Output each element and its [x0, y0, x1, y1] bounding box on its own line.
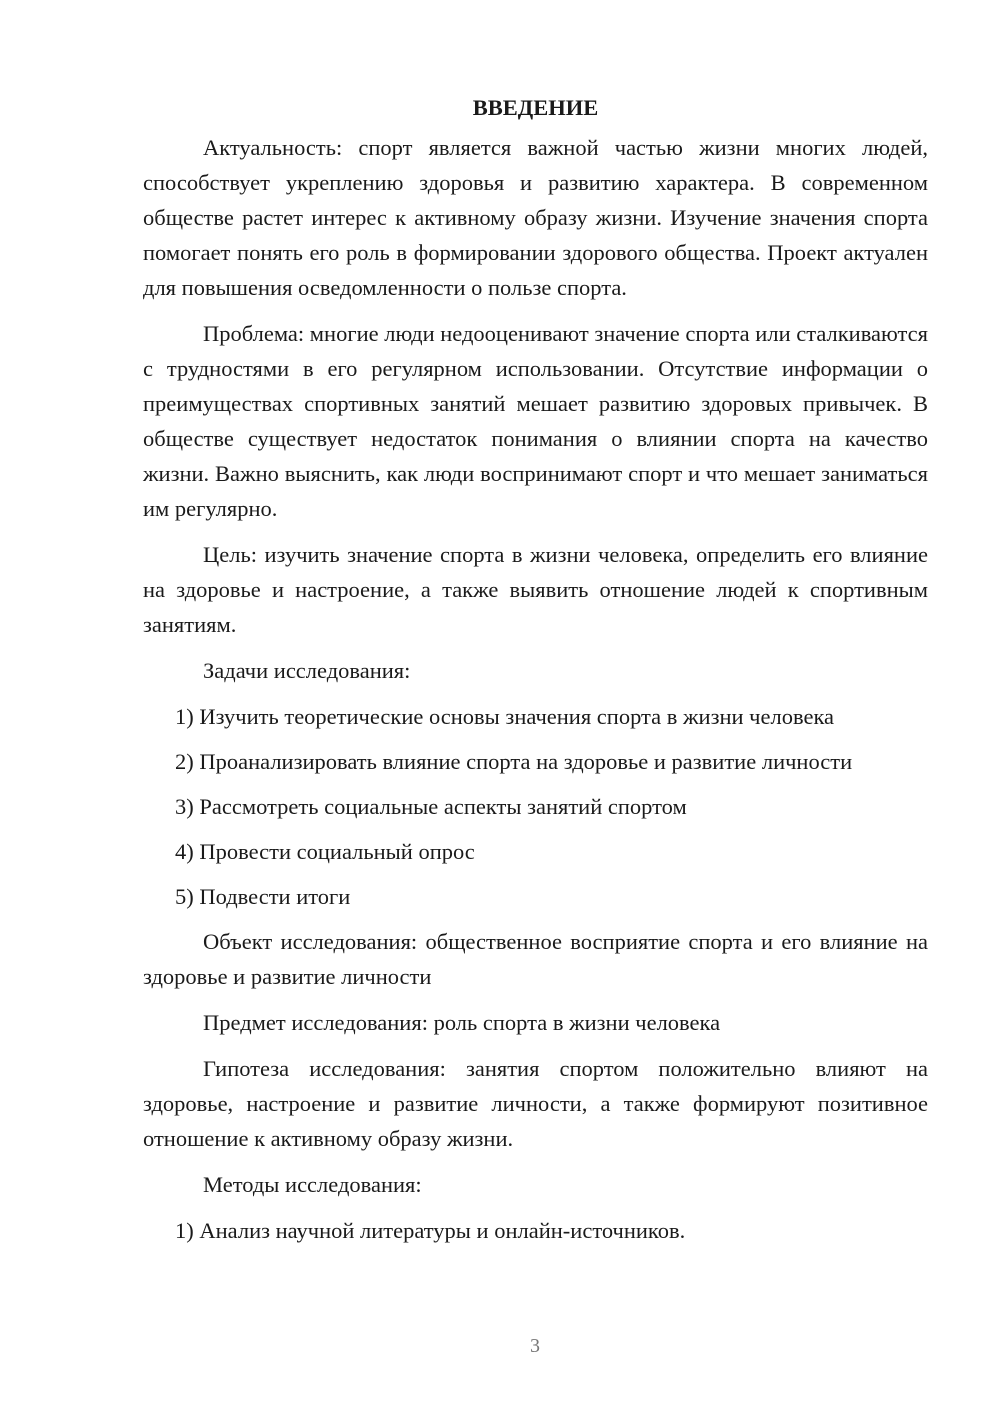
hypothesis-paragraph: Гипотеза исследования: занятия спортом положительно влияют на здоровье, настроение и развитие личности, а также формируют позитивное отношение к активному образу жизни.	[143, 1056, 928, 1151]
task-list-item: 1) Изучить теоретические основы значения спорта в жизни человека	[175, 704, 835, 729]
document-page	[143, 90, 928, 1258]
problem-paragraph: Проблема: многие люди недооценивают значение спорта или сталкиваются с трудностями в его регулярном использовании. Отсутствие информации о преимуществах спортивных занятий мешает развитию здоровых привычек. В обществе существует недостаток понимания о влиянии спорта на качество жизни. Важно выяснить, как люди воспринимают спорт и что мешает заниматься им регулярно.	[143, 321, 928, 521]
relevance-paragraph: Актуальность: спорт является важной частью жизни многих людей, способствует укреплению здоровья и развитию характера. В современном обществе растет интерес к активному образу жизни. Изучение значения спорта помогает понять его роль в формировании здорового общества. Проект актуален для повышения осведомленности о пользе спорта.	[143, 135, 928, 300]
tasks-title: Задачи исследования:	[203, 658, 411, 683]
task-list-item: 2) Проанализировать влияние спорта на здоровье и развитие личности	[175, 749, 853, 774]
task-list-item: 3) Рассмотреть социальные аспекты занятий спортом	[175, 794, 687, 819]
goal-paragraph: Цель: изучить значение спорта в жизни человека, определить его влияние на здоровье и настроение, а также выявить отношение людей к спортивным занятиям.	[143, 542, 928, 637]
method-list-item: 1) Анализ научной литературы и онлайн-источников.	[175, 1218, 686, 1243]
object-paragraph: Объект исследования: общественное восприятие спорта и его влияние на здоровье и развитие личности	[143, 929, 928, 989]
task-list-item: 4) Провести социальный опрос	[175, 839, 475, 864]
subject-paragraph: Предмет исследования: роль спорта в жизни человека	[203, 1010, 721, 1035]
page-title: ВВЕДЕНИЕ	[472, 95, 599, 120]
page-number: 3	[530, 1335, 540, 1357]
methods-title: Методы исследования:	[203, 1172, 422, 1197]
task-list-item: 5) Подвести итоги	[175, 884, 351, 909]
